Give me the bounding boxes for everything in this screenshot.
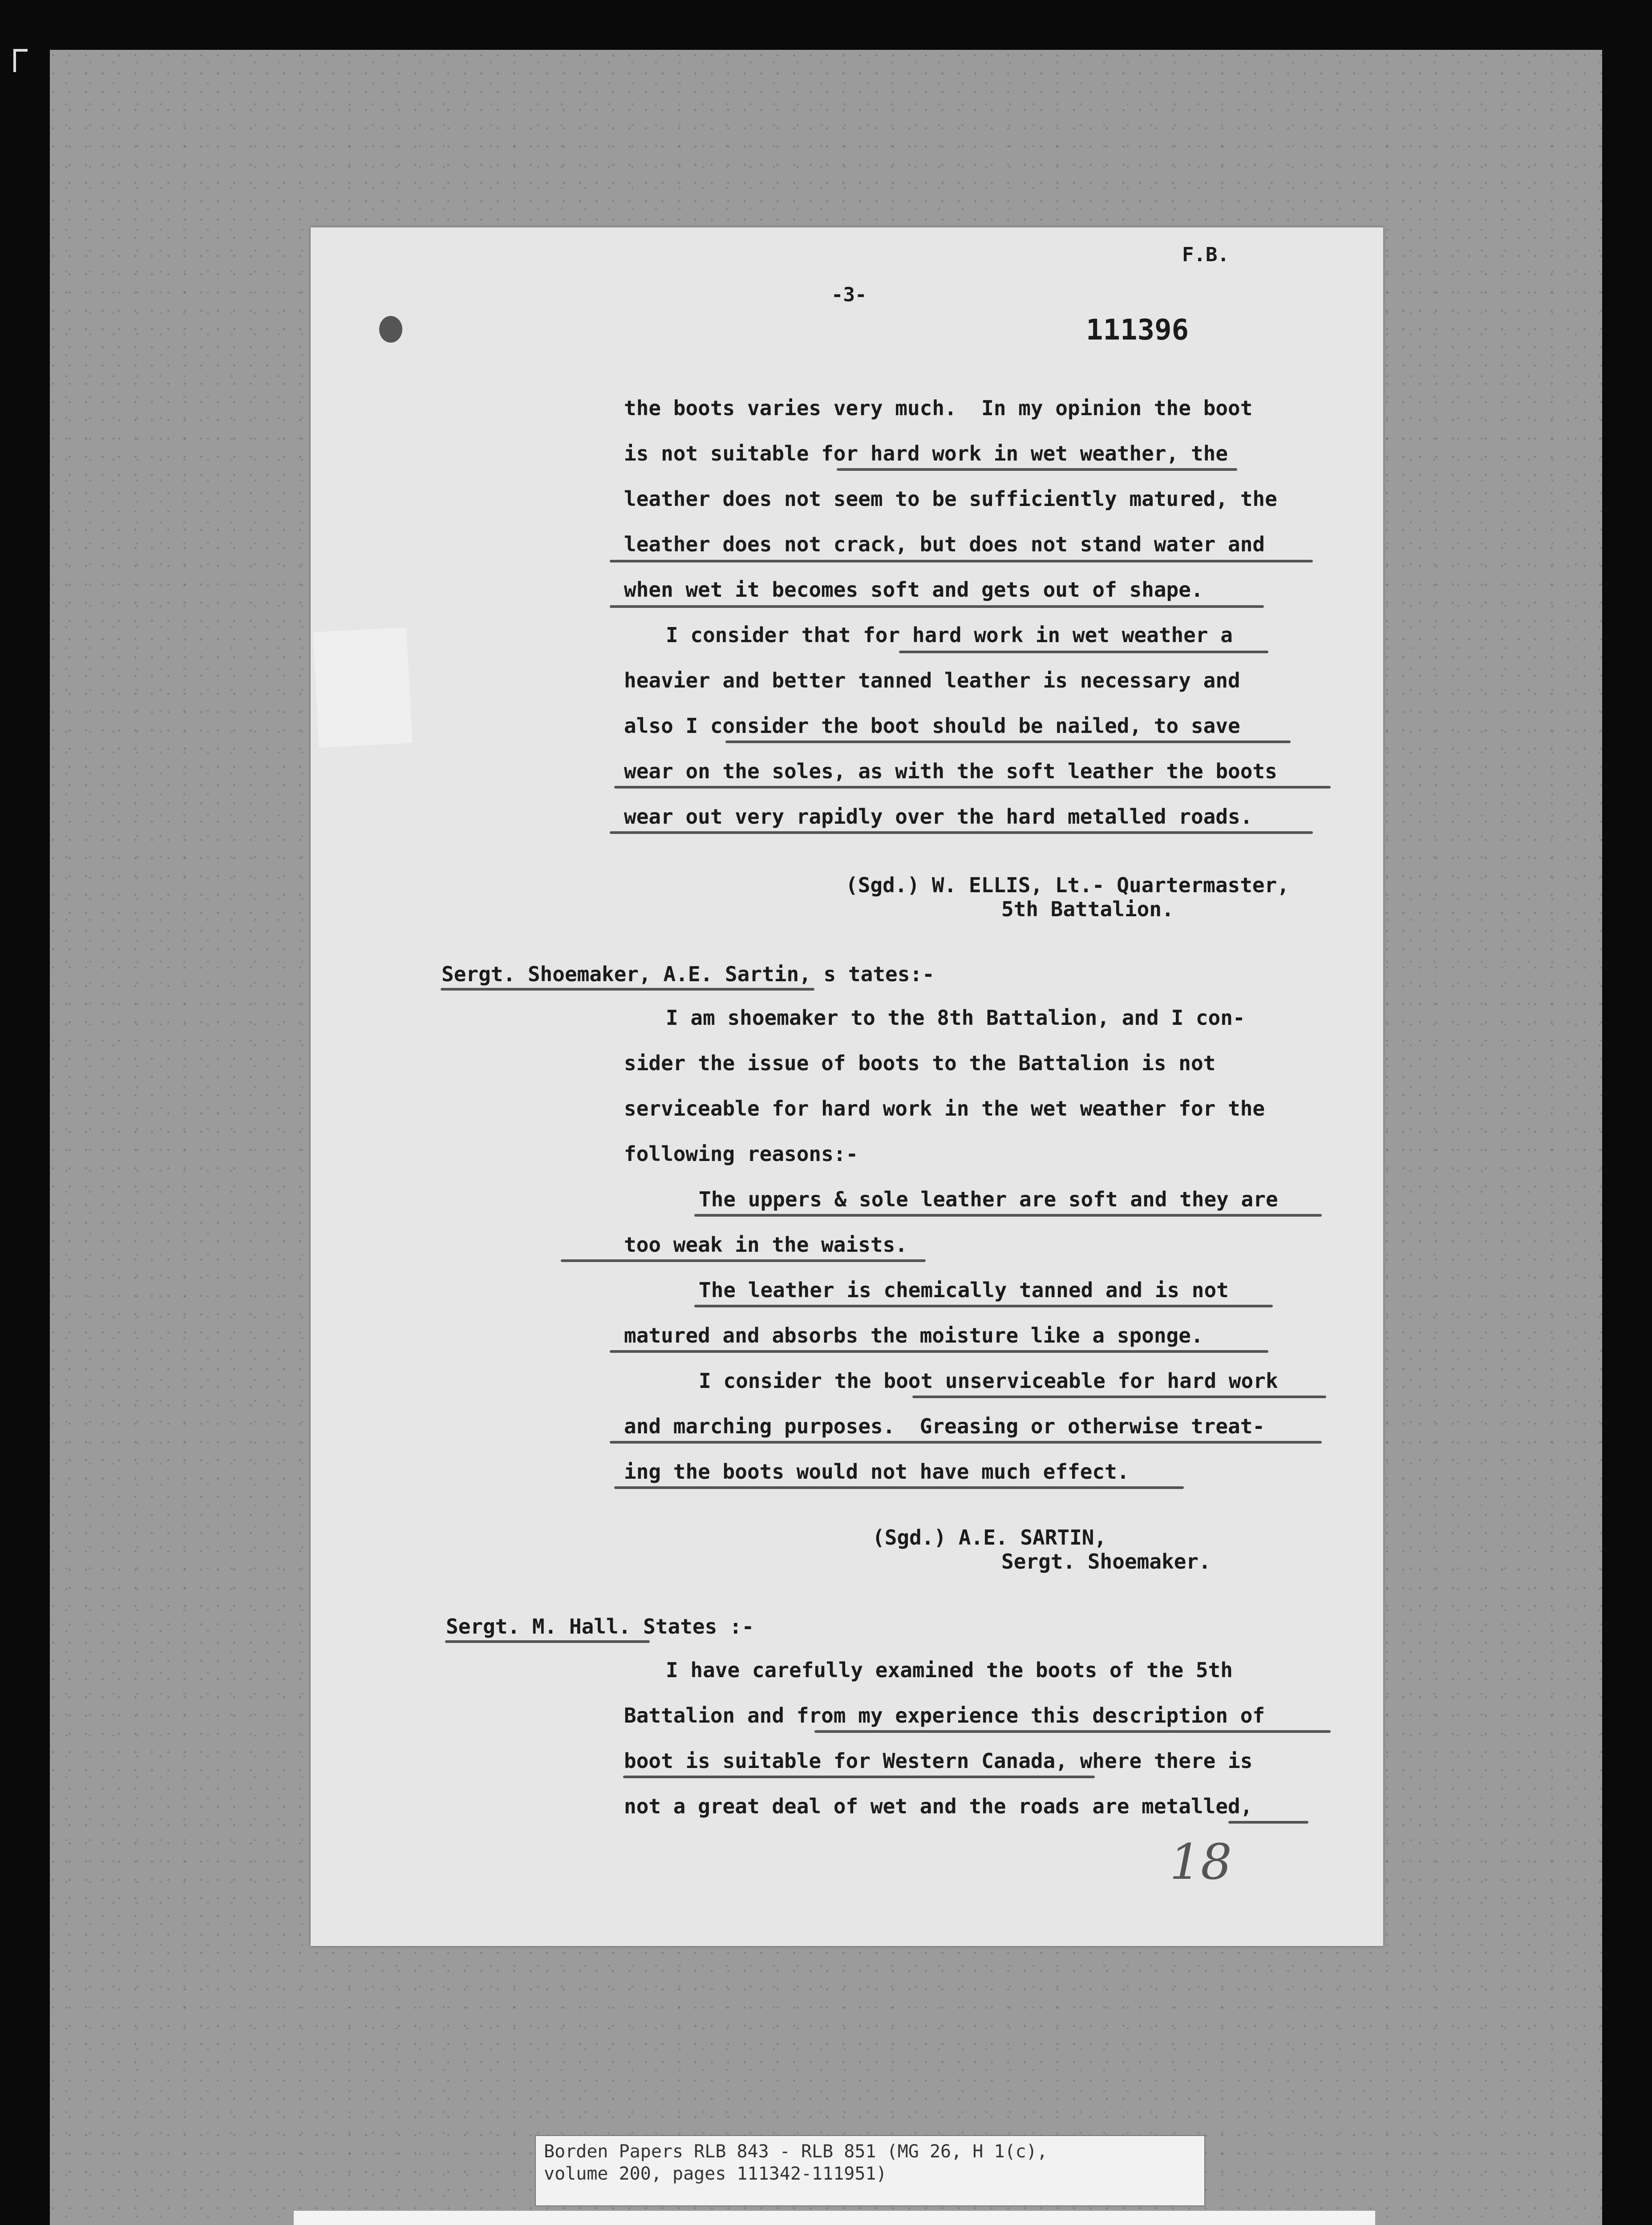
underline [610,605,1264,608]
body-line: the boots varies very much. In my opinion the boot [624,396,1253,420]
corner-mark [13,49,28,72]
underline [441,988,814,991]
underline [725,740,1291,743]
underline [1228,1821,1308,1824]
underline [610,831,1313,834]
underline [694,1214,1322,1217]
body-line: following reasons:- [624,1142,858,1166]
body-line: I consider that for hard work in wet weather a [666,623,1233,647]
body-line: not a great deal of wet and the roads are metalled, [624,1794,1253,1818]
underline [837,468,1237,471]
handwritten-number: 18 [1170,1833,1232,1890]
heading-name: Sergt. M. Hall. [446,1614,631,1638]
underline [623,1776,1095,1778]
underline [445,1640,650,1643]
body-line: also I consider the boot should be nailed, to save [624,714,1240,738]
underline [610,1441,1322,1444]
body-line: leather does not crack, but does not stand water and [624,532,1265,556]
heading-suffix: States :- [631,1614,754,1638]
underline [610,1350,1268,1353]
body-line: sider the issue of boots to the Battalion is not [624,1051,1216,1075]
body-line: when wet it becomes soft and gets out of shape. [624,578,1203,602]
body-line: The uppers & sole leather are soft and they are [699,1187,1278,1211]
underline [899,651,1268,653]
heading-name: Sergt. Shoemaker, A.E. Sartin, [441,962,811,986]
signature-1-line-1: (Sgd.) W. ELLIS, Lt.- Quartermaster, [846,873,1289,897]
signature-2-line-2: Sergt. Shoemaker. [1001,1549,1211,1574]
body-line: heavier and better tanned leather is necessary and [624,668,1240,692]
reference-label [535,2135,1205,2206]
underline [614,786,1331,789]
body-line: wear on the soles, as with the soft leather the boots [624,759,1277,783]
reference-line-2: volume 200, pages 111342-111951) [544,2164,887,2184]
underline [561,1259,926,1262]
underline [814,1730,1331,1733]
underline [694,1305,1273,1307]
page-number: -3- [831,283,867,306]
document-page [311,227,1383,1946]
body-line: matured and absorbs the moisture like a sponge. [624,1323,1203,1347]
archives-card [294,2211,1375,2225]
section-heading [446,1616,754,1637]
signature-2-line-1: (Sgd.) A.E. SARTIN, [872,1525,1107,1549]
section-heading [441,964,935,984]
body-line: I am shoemaker to the 8th Battalion, and I con- [666,1006,1245,1030]
body-line: Battalion and from my experience this description of [624,1703,1265,1727]
body-line: I consider the boot unserviceable for hard work [699,1369,1278,1393]
body-line: serviceable for hard work in the wet weather for the [624,1096,1265,1121]
punch-hole [379,316,402,343]
body-line: ing the boots would not have much effect. [624,1460,1130,1484]
body-line: leather does not seem to be sufficiently matured, the [624,487,1277,511]
body-line: and marching purposes. Greasing or otherwise treat- [624,1414,1265,1438]
body-line: The leather is chemically tanned and is not [699,1278,1229,1302]
body-line: wear out very rapidly over the hard metalled roads. [624,805,1253,829]
torn-paper-edge [313,627,412,748]
document-number: 111396 [1086,314,1189,347]
underline [610,560,1313,562]
body-line: boot is suitable for Western Canada, where there is [624,1749,1253,1773]
body-line: too weak in the waists. [624,1233,907,1257]
underline [912,1396,1326,1398]
body-line: is not suitable for hard work in wet weather, the [624,441,1228,465]
reference-line-1: Borden Papers RLB 843 - RLB 851 (MG 26, H 1(c), [544,2141,1048,2162]
initials: F.B. [1182,243,1229,266]
body-line: I have carefully examined the boots of the 5th [666,1658,1233,1682]
signature-1-line-2: 5th Battalion. [1001,897,1174,921]
underline [614,1486,1184,1489]
heading-suffix: s tates:- [811,962,935,986]
